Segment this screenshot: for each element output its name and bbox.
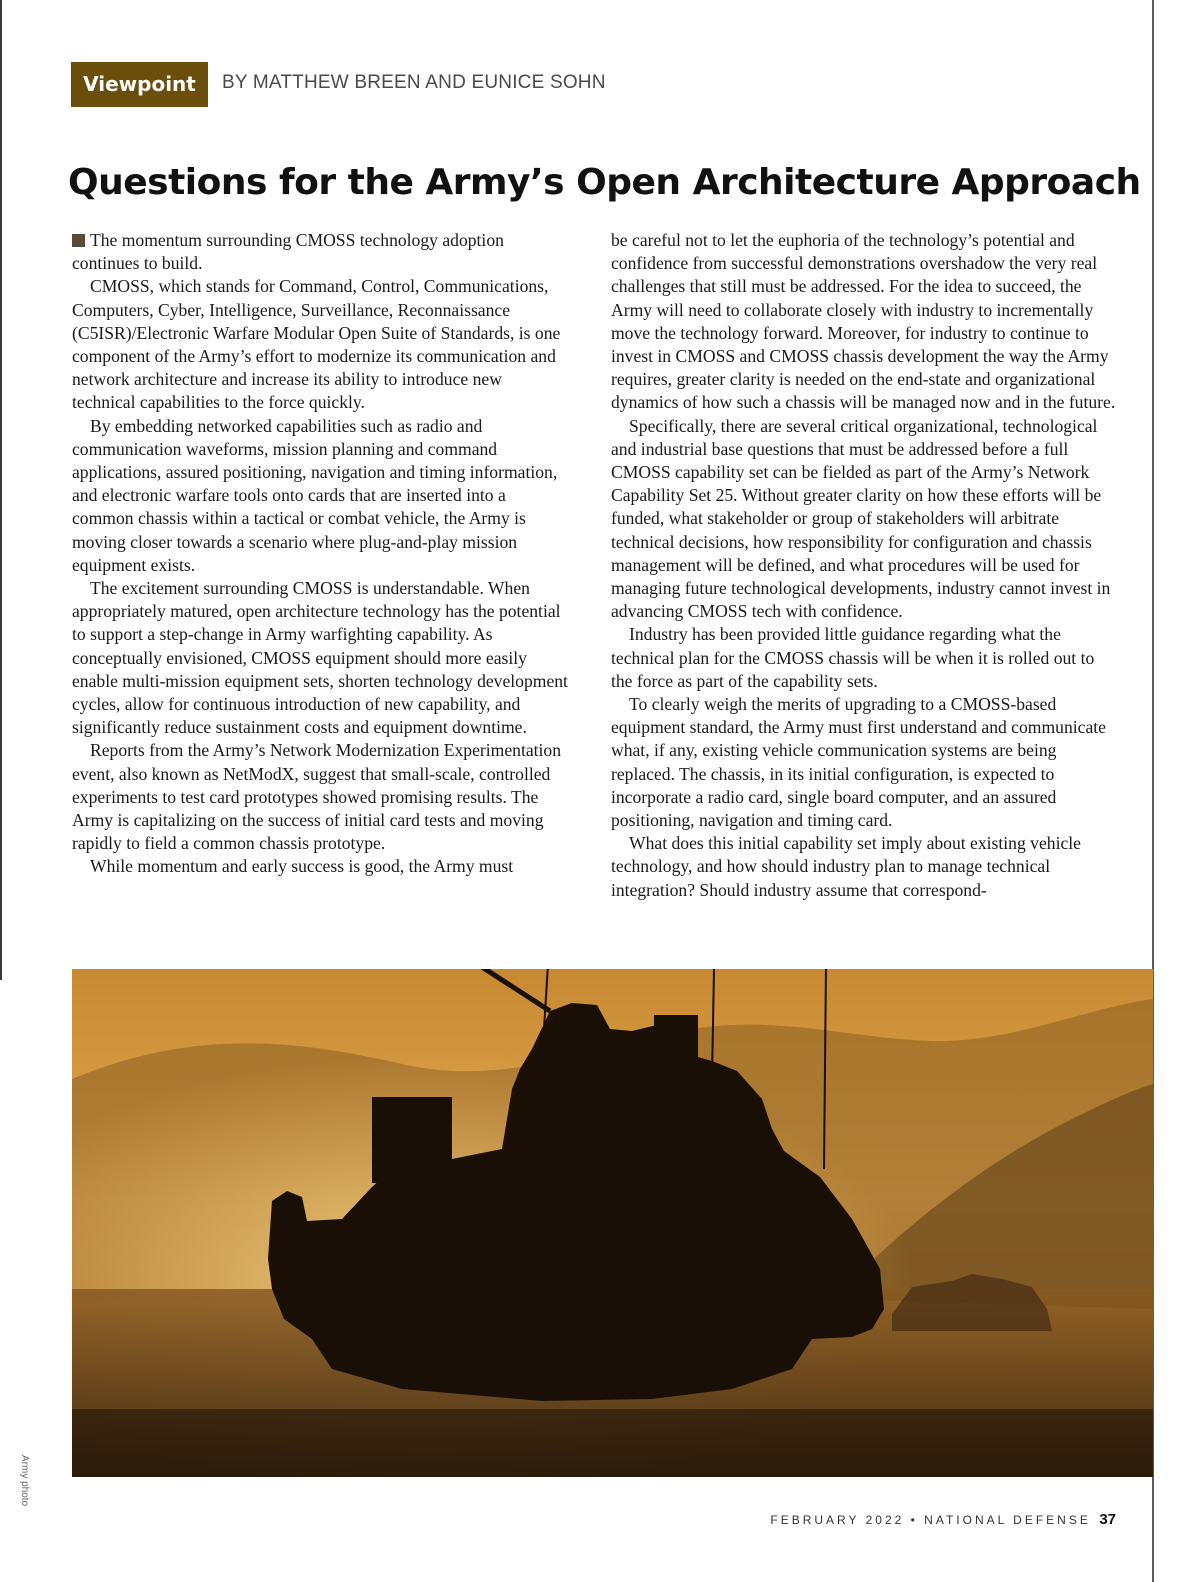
photo-illustration (72, 969, 1153, 1477)
paragraph: Specifically, there are several critical organizational, technological and industrial base questions that must be addressed before a full CMOSS capability set can be fielded as part of the Army’s Network Capability Set 25. Without greater clarity on how these efforts will be funded, what stakeholder or group of stakeholders will arbitrate technical decisions, how responsibility for configuration and chassis management will be defined, and what procedures will be used for managing future technological developments, industry cannot invest in advancing CMOSS tech with confidence. (611, 415, 1111, 622)
page-number: 37 (1099, 1511, 1116, 1528)
paragraph: To clearly weigh the merits of upgrading to a CMOSS-based equipment standard, the Army must first understand and communicate what, if any, existing vehicle communication systems are being replaced. The chassis, in its initial configuration, is expected to incorporate a radio card, single board computer, and an assured positioning, navigation and timing card. (611, 694, 1106, 831)
article-title: Questions for the Army’s Open Architecture Approach (68, 162, 1141, 203)
byline: BY MATTHEW BREEN AND EUNICE SOHN (222, 72, 606, 93)
page-footer (770, 1511, 1116, 1529)
folio: FEBRUARY 2022 • NATIONAL DEFENSE (770, 1513, 1091, 1527)
right-column (611, 229, 1119, 902)
left-page-edge (0, 0, 2, 980)
paragraph: Industry has been provided little guidance regarding what the technical plan for the CMOSS chassis will be when it is rolled out to the force as part of the capability sets. (611, 624, 1095, 691)
foreground-shadow (72, 1409, 1153, 1477)
paragraph-text: The momentum surrounding CMOSS technology adoption continues to build. (72, 230, 504, 274)
paragraph: What does this initial capability set imply about existing vehicle technology, and how should industry plan to manage technical integration? Should industry assume that correspond- (611, 833, 1081, 900)
paragraph: Reports from the Army’s Network Modernization Experimentation event, also known as NetModX, suggest that small-scale, controlled experiments to test card prototypes showed promising results. The Army is capitalizing on the success of initial card tests and moving rapidly to field a common chassis prototype. (72, 740, 562, 854)
paragraph: By embedding networked capabilities such as radio and communication waveforms, mission planning and command applications, assured positioning, navigation and timing information, and electronic warfare tools onto cards that are inserted into a common chassis within a tactical or combat vehicle, the Army is moving closer towards a scenario where plug-and-play mission equipment exists. (72, 415, 558, 575)
square-bullet-icon (72, 234, 85, 247)
left-column (72, 229, 568, 879)
paragraph: CMOSS, which stands for Command, Control, Communications, Computers, Cyber, Intelligence, Surveillance, Reconnaissance (C5ISR)/Electronic Warfare Modular Open Suite of Standards, is one component of the Army’s effort to modernize its communication and network architecture and increase its ability to introduce new technical capabilities to the force quickly. (72, 276, 561, 413)
vehicle-sunset-photo (72, 969, 1153, 1477)
section-tag: Viewpoint (71, 62, 208, 107)
paragraph: be careful not to let the euphoria of the technology’s potential and confidence from successful demonstrations overshadow the very real challenges that still must be addressed. For the idea to succeed, the Army will need to collaborate closely with industry to incrementally move the technology forward. Moreover, for industry to continue to invest in CMOSS and CMOSS chassis development the way the Army requires, greater clarity is needed on the end-state and organizational dynamics of how such a chassis will be managed now and in the future. (611, 230, 1116, 413)
paragraph (72, 229, 568, 275)
paragraph: The excitement surrounding CMOSS is understandable. When appropriately matured, open architecture technology has the potential to support a step-change in Army warfighting capability. As conceptually envisioned, CMOSS equipment should more easily enable multi-mission equipment sets, shorten technology development cycles, allow for continuous introduction of new capability, and significantly reduce sustainment costs and equipment downtime. (72, 578, 568, 738)
paragraph: While momentum and early success is good, the Army must (90, 856, 514, 877)
photo-credit: Army photo (19, 1455, 30, 1507)
